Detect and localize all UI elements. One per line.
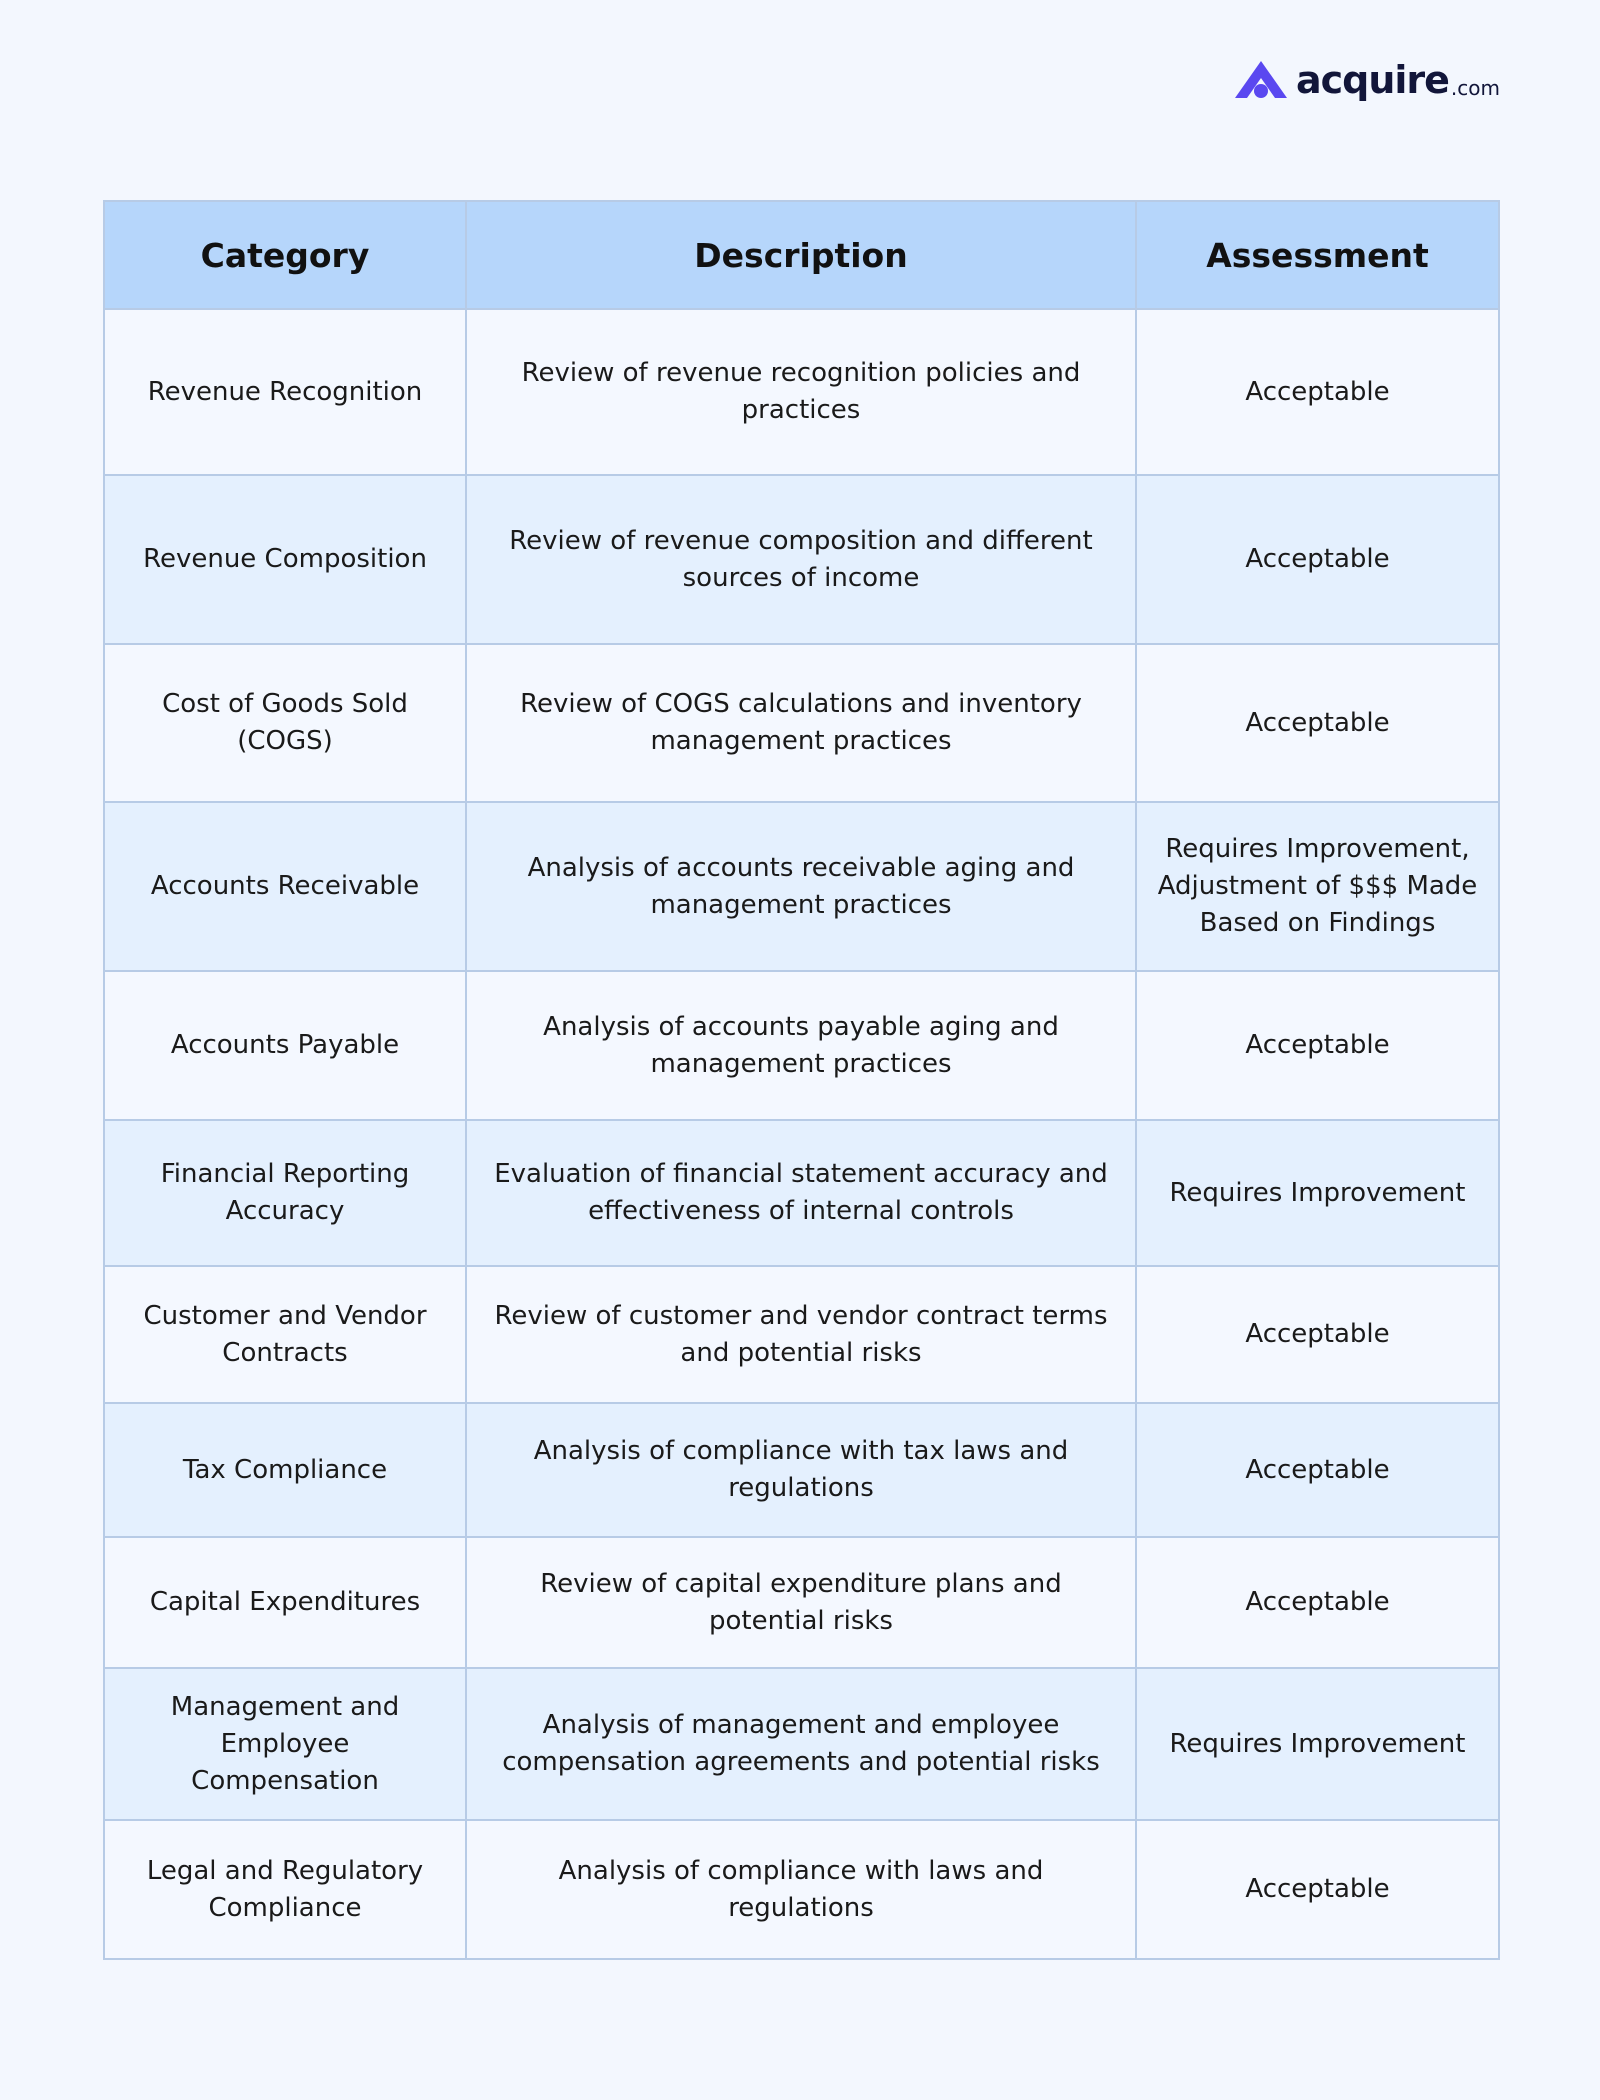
table-row [104,971,1499,1120]
assessment-cell: Acceptable [1136,1403,1499,1537]
description-cell: Analysis of accounts payable aging and management practices [466,971,1136,1120]
table-row [104,1266,1499,1403]
description-cell: Analysis of accounts receivable aging and management practices [466,802,1136,971]
description-cell: Evaluation of financial statement accuracy and effectiveness of internal controls [466,1120,1136,1266]
category-cell: Revenue Recognition [104,309,466,475]
table-row [104,1120,1499,1266]
assessment-cell: Requires Improvement [1136,1668,1499,1820]
table-header-row [104,201,1499,309]
assessment-cell: Acceptable [1136,1537,1499,1668]
description-cell: Review of revenue composition and different sources of income [466,475,1136,644]
acquire-logo [1232,58,1500,102]
table-row [104,1820,1499,1959]
description-cell: Review of COGS calculations and inventory management practices [466,644,1136,802]
assessment-cell: Acceptable [1136,644,1499,802]
description-cell: Analysis of compliance with tax laws and regulations [466,1403,1136,1537]
table-row [104,644,1499,802]
acquire-mark-icon [1232,58,1290,102]
category-cell: Cost of Goods Sold (COGS) [104,644,466,802]
description-cell: Review of customer and vendor contract terms and potential risks [466,1266,1136,1403]
table-row [104,1668,1499,1820]
category-cell: Customer and Vendor Contracts [104,1266,466,1403]
category-cell: Tax Compliance [104,1403,466,1537]
table-row [104,475,1499,644]
logo-wordmark: acquire [1295,58,1449,102]
table-row [104,309,1499,475]
table-row [104,1403,1499,1537]
description-cell: Analysis of management and employee compensation agreements and potential risks [466,1668,1136,1820]
category-cell: Accounts Receivable [104,802,466,971]
category-cell: Legal and Regulatory Compliance [104,1820,466,1959]
assessment-cell: Requires Improvement [1136,1120,1499,1266]
assessment-cell: Acceptable [1136,1820,1499,1959]
category-cell: Financial Reporting Accuracy [104,1120,466,1266]
assessment-cell: Acceptable [1136,1266,1499,1403]
table-row [104,1537,1499,1668]
category-cell: Accounts Payable [104,971,466,1120]
description-cell: Review of capital expenditure plans and potential risks [466,1537,1136,1668]
description-cell: Analysis of compliance with laws and regulations [466,1820,1136,1959]
assessment-cell: Acceptable [1136,309,1499,475]
category-cell: Revenue Composition [104,475,466,644]
header-description: Description [466,201,1136,309]
logo-tld: .com [1450,76,1500,100]
header-assessment: Assessment [1136,201,1499,309]
header-category: Category [104,201,466,309]
assessment-table [103,200,1500,1960]
table-row [104,802,1499,971]
category-cell: Management and Employee Compensation [104,1668,466,1820]
assessment-cell: Requires Improvement, Adjustment of $$$ Made Based on Findings [1136,802,1499,971]
assessment-cell: Acceptable [1136,475,1499,644]
assessment-cell: Acceptable [1136,971,1499,1120]
category-cell: Capital Expenditures [104,1537,466,1668]
description-cell: Review of revenue recognition policies and practices [466,309,1136,475]
